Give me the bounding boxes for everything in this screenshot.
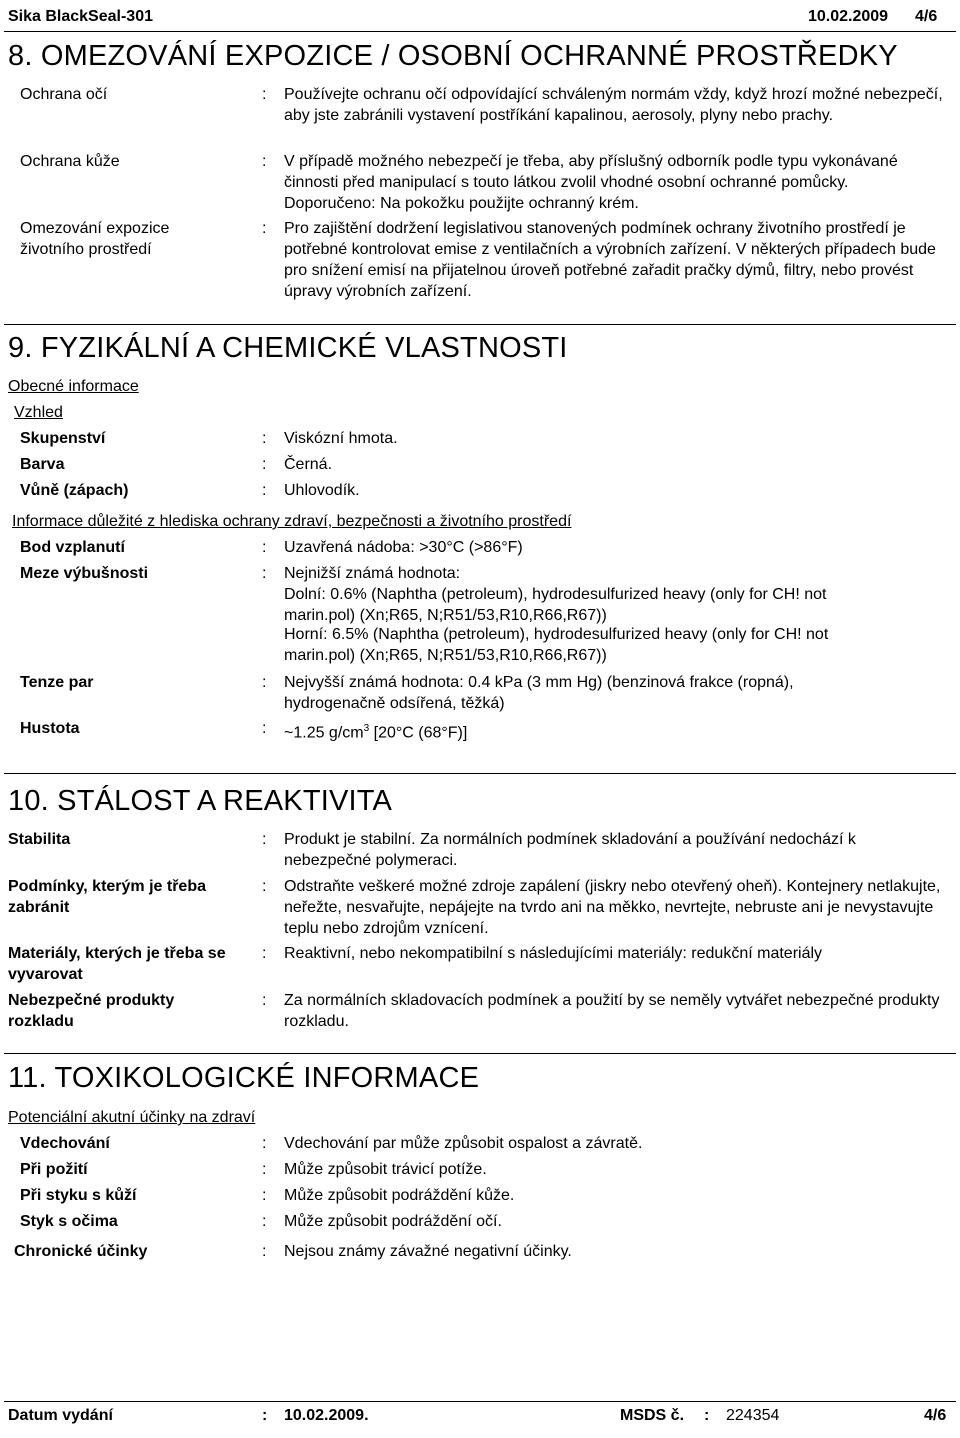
product-name: Sika BlackSeal-301 — [8, 8, 153, 25]
label-color: Barva — [20, 456, 65, 473]
colon: : — [262, 1161, 267, 1178]
section-rule — [4, 1053, 956, 1054]
value-stability: Produkt je stabilní. Za normálních podmínek skladování a používání nedochází k nebezpečné polymeraci. — [284, 831, 856, 869]
colon: : — [262, 1213, 267, 1230]
value-decomposition-products: Za normálních skladovacích podmínek a použití by se neměly vytvářet nebezpečné produkty rozkladu. — [284, 992, 940, 1030]
label-decomposition-products: Nebezpečné produkty rozkladu — [8, 992, 175, 1030]
value-skin-protection: V případě možného nebezpečí je třeba, aby příslušný odborník podle typu vykonávané činnosti před manipulací s touto látkou zvolil vhodné osobní ochranné pomůcky. Doporučeno: Na pokožku použijte ochranný krém. — [284, 153, 898, 212]
label-stability: Stabilita — [8, 831, 71, 848]
value-chronic-effects: Nejsou známy závažné negativní účinky. — [284, 1243, 572, 1260]
colon: : — [262, 456, 267, 473]
colon: : — [262, 992, 267, 1009]
label-inhalation: Vdechování — [20, 1135, 110, 1152]
label-skin-contact: Při styku s kůží — [20, 1187, 137, 1204]
colon: : — [262, 1243, 267, 1260]
value-conditions-to-avoid: Odstraňte veškeré možné zdroje zapálení (jiskry nebo otevřený oheň). Kontejnery netlakujte, neřežte, nesvařujte, nepájejte na tvrdo ani na měkko, nevrtejte, nebruste ani je nevystavujte teplu nebo zdrojům vznícení. — [284, 878, 941, 937]
density-exponent: 3 — [363, 723, 370, 734]
value-inhalation: Vdechování par může způsobit ospalost a závratě. — [284, 1135, 643, 1152]
label-odor: Vůně (zápach) — [20, 482, 129, 499]
colon: : — [262, 565, 267, 582]
density-number: ~1.25 g/cm — [284, 724, 364, 742]
header-date: 10.02.2009 — [808, 8, 889, 25]
colon: : — [262, 86, 267, 103]
colon: : — [262, 482, 267, 499]
label-environmental-exposure: Omezování expozice životního prostředí — [20, 220, 170, 258]
value-environmental-exposure: Pro zajištění dodržení legislativou stanovených podmínek ochrany životního prostředí je potřebné kontrolovat emise z ventilačních a výrobních zařízení. V některých případech bude pro snížení emisí na přijatelnou úroveň potřebné zařadit pračky dýmů, filtry, nebo provést úpravy výrobních zařízení. — [284, 220, 936, 300]
colon: : — [704, 1407, 710, 1424]
value-skin-contact: Může způsobit podráždění kůže. — [284, 1187, 515, 1204]
header-rule — [4, 31, 956, 32]
label-flash-point: Bod vzplanutí — [20, 539, 125, 556]
value-physical-state: Viskózní hmota. — [284, 430, 398, 447]
acute-effects-heading: Potenciální akutní účinky na zdraví — [8, 1109, 256, 1126]
colon: : — [262, 430, 267, 447]
label-vapour-pressure: Tenze par — [20, 674, 94, 691]
colon: : — [262, 1187, 267, 1204]
section-11-title: 11. TOXIKOLOGICKÉ INFORMACE — [8, 1062, 480, 1094]
value-flash-point: Uzavřená nádoba: >30°C (>86°F) — [284, 539, 523, 556]
value-ingestion: Může způsobit trávicí potíže. — [284, 1161, 487, 1178]
value-explosion-lower: Dolní: 0.6% (Naphtha (petroleum), hydrodesulfurized heavy (only for CH! not marin.pol) (Xn;R65, N;R51/53,R10,R66,R67)) — [284, 586, 827, 624]
label-eye-protection: Ochrana očí — [20, 86, 108, 103]
colon: : — [262, 220, 267, 237]
msds-label: MSDS č. — [620, 1407, 685, 1424]
colon: : — [262, 831, 267, 848]
label-eye-contact: Styk s očima — [20, 1213, 118, 1230]
label-explosion-limits: Meze výbušnosti — [20, 565, 149, 582]
header-page: 4/6 — [915, 8, 938, 25]
value-explosion-intro: Nejnižší známá hodnota: — [284, 565, 461, 582]
footer-page: 4/6 — [924, 1407, 947, 1424]
label-density: Hustota — [20, 720, 80, 737]
label-incompatible-materials: Materiály, kterých je třeba se vyvarovat — [8, 945, 226, 983]
general-info-heading: Obecné informace — [8, 378, 139, 395]
colon: : — [262, 878, 267, 895]
colon: : — [262, 153, 267, 170]
value-eye-protection: Používejte ochranu očí odpovídající schváleným normám vždy, když hrozí možné nebezpečí, aby jste zabránili vystavení postříkání kapalinou, aerosoly, plyny nebo prachy. — [284, 86, 943, 124]
label-skin-protection: Ochrana kůže — [20, 153, 120, 170]
section-rule — [4, 773, 956, 774]
colon: : — [262, 674, 267, 691]
section-rule — [4, 324, 956, 325]
value-density — [284, 718, 944, 743]
section-10-title: 10. STÁLOST A REAKTIVITA — [8, 785, 393, 817]
label-chronic-effects: Chronické účinky — [14, 1243, 148, 1260]
label-physical-state: Skupenství — [20, 430, 106, 447]
section-8-title: 8. OMEZOVÁNÍ EXPOZICE / OSOBNÍ OCHRANNÉ PROSTŘEDKY — [8, 40, 898, 72]
value-color: Černá. — [284, 456, 333, 473]
section-9-title: 9. FYZIKÁLNÍ A CHEMICKÉ VLASTNOSTI — [8, 332, 568, 364]
issue-date-label: Datum vydání — [8, 1407, 113, 1424]
value-eye-contact: Může způsobit podráždění očí. — [284, 1213, 502, 1230]
colon: : — [262, 945, 267, 962]
msds-number: 224354 — [726, 1407, 780, 1424]
value-incompatible-materials: Reaktivní, nebo nekompatibilní s následujícími materiály: redukční materiály — [284, 945, 823, 962]
appearance-heading: Vzhled — [14, 404, 63, 421]
colon: : — [262, 539, 267, 556]
value-odor: Uhlovodík. — [284, 482, 360, 499]
value-vapour-pressure: Nejvyšší známá hodnota: 0.4 kPa (3 mm Hg) (benzinová frakce (ropná), hydrogenačně odsířená, těžká) — [284, 674, 794, 712]
important-info-heading: Informace důležité z hlediska ochrany zdraví, bezpečnosti a životního prostředí — [12, 513, 572, 530]
density-condition: [20°C (68°F)] — [369, 724, 468, 742]
colon: : — [262, 720, 267, 737]
label-conditions-to-avoid: Podmínky, kterým je třeba zabránit — [8, 878, 206, 916]
value-explosion-upper: Horní: 6.5% (Naphtha (petroleum), hydrodesulfurized heavy (only for CH! not marin.pol) (Xn;R65, N;R51/53,R10,R66,R67)) — [284, 626, 829, 664]
colon: : — [262, 1407, 268, 1424]
footer-rule — [4, 1401, 956, 1402]
label-ingestion: Při požití — [20, 1161, 88, 1178]
issue-date: 10.02.2009. — [284, 1407, 369, 1424]
colon: : — [262, 1135, 267, 1152]
